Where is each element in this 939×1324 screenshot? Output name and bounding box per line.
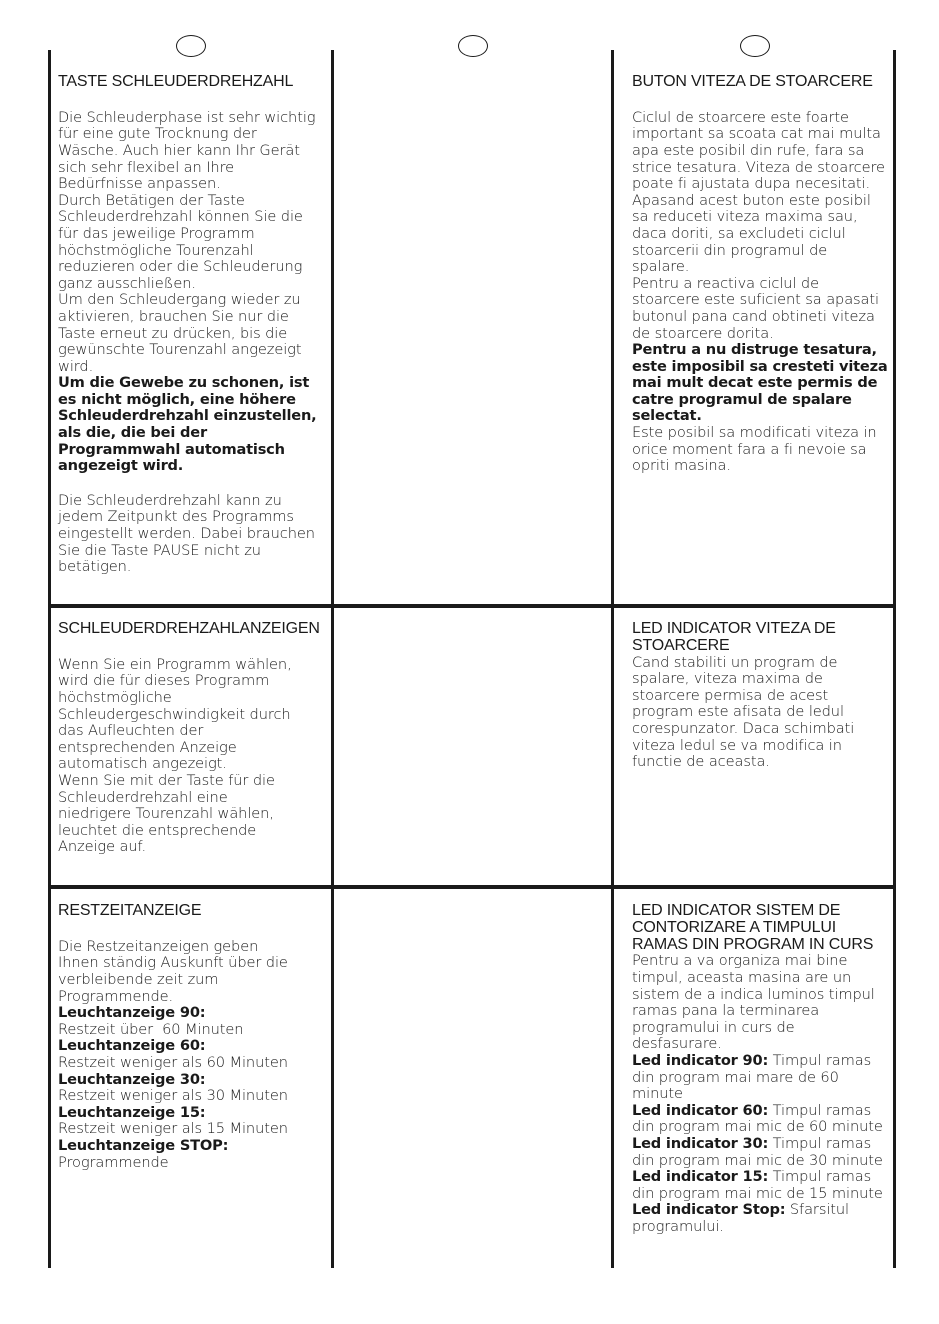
indicator-text: Timpul ramas din program mai mic de 30 minute [632, 1134, 883, 1169]
paragraph: Cand stabiliti un program de spalare, viteza maxima de stoarcere permisa de acest program este afisata de ledul corespunzator. Daca schimbati viteza ledul se va modifica in functie de aceasta. [632, 653, 855, 771]
indicator-item [632, 1202, 888, 1235]
indicator-text: Restzeit weniger als 30 Minuten [58, 1087, 288, 1105]
section-title: SCHLEUDERDREHZAHLANZEIGEN [58, 620, 320, 637]
language-marker-center [458, 35, 488, 57]
section-title: RESTZEITANZEIGE [58, 902, 202, 919]
indicator-item [632, 1103, 888, 1136]
paragraph: Die Schleuderdrehzahl kann zu jedem Zeitpunkt des Programms eingestellt werden. Dabei brauchen Sie die Taste PAUSE nicht zu betätigen. [58, 491, 315, 576]
section-spin-button-de [58, 74, 320, 576]
bold-warning: Pentru a nu distruge tesatura, este imposibil sa cresteti viteza mai mult decat este permis de catre programul de spalare selectat. [632, 341, 888, 425]
column-divider-center-left [331, 50, 334, 1268]
row-divider-1 [48, 604, 896, 608]
section-title: LED INDICATOR SISTEM DE CONTORIZARE A TIMPULUI RAMAS DIN PROGRAM IN CURS [632, 902, 874, 953]
column-divider-left [48, 50, 51, 1268]
indicator-label: Led indicator 15: [632, 1168, 769, 1186]
indicator-item [58, 1138, 326, 1171]
indicator-text: Restzeit weniger als 15 Minuten [58, 1120, 288, 1138]
indicator-item [632, 1169, 888, 1202]
paragraph: Apasand acest buton este posibil sa reduceti viteza maxima sau, daca doriti, sa excludeti ciclul stoarcerii din programul de spalare. [632, 191, 871, 276]
paragraph: Die Schleuderphase ist sehr wichtig für eine gute Trocknung der Wäsche. Auch hier kann Ihr Gerät sich sehr flexibel an Ihre Bedürfnisse anpassen. [58, 108, 316, 193]
indicator-text: Programmende [58, 1153, 169, 1171]
indicator-item [58, 1038, 326, 1071]
indicator-text: Timpul ramas din program mai mic de 15 minute [632, 1168, 883, 1202]
indicator-text: Restzeit weniger als 60 Minuten [58, 1053, 288, 1071]
section-spin-indicators-ro [632, 621, 888, 771]
paragraph: Wenn Sie ein Programm wählen, wird die für dieses Programm höchstmögliche Schleudergeschwindigkeit durch das Aufleuchten der entsprechenden Anzeige automatisch angezeigt. [58, 655, 292, 773]
language-marker-right [740, 35, 770, 57]
bold-warning: Um die Gewebe zu schonen, ist es nicht möglich, eine höhere Schleuderdrehzahl einzustellen, als die, die bei der Programmwahl automatisch angezeigt wird. [58, 374, 317, 475]
indicator-label: Led indicator 60: [632, 1101, 769, 1119]
paragraph: Durch Betätigen der Taste Schleuderdrehzahl können Sie die für das jeweilige Programm höchstmögliche Tourenzahl reduzieren oder die Schleuderung ganz ausschließen. [58, 191, 303, 292]
section-title: BUTON VITEZA DE STOARCERE [632, 73, 873, 90]
indicator-label: Leuchtanzeige 30: [58, 1070, 206, 1088]
paragraph: Pentru a reactiva ciclul de stoarcere este suficient sa apasati butonul pana cand obtineti viteza de stoarcere dorita. [632, 274, 879, 342]
indicator-text: Restzeit über 60 Minuten [58, 1020, 244, 1038]
paragraph: Pentru a va organiza mai bine timpul, aceasta masina are un sistem de a indica luminos timpul ramas pana la terminarea programului in curs de desfasurare. [632, 952, 875, 1053]
section-remaining-time-de [58, 903, 326, 1171]
column-divider-right [893, 50, 896, 1268]
section-spin-button-ro [632, 74, 888, 475]
indicator-item [58, 1072, 326, 1105]
paragraph: Ciclul de stoarcere este foarte important sa scoata cat mai multa apa este posibil din rufe, fara sa strice tesatura. Viteza de stoarcere poate fi ajustata dupa necesitati. [632, 108, 885, 193]
indicator-text: Timpul ramas din program mai mic de 60 minute [632, 1101, 883, 1136]
column-divider-center-right [611, 50, 614, 1268]
indicator-label: Leuchtanzeige 15: [58, 1103, 206, 1121]
indicator-text: Timpul ramas din program mai mare de 60 minute [632, 1051, 872, 1103]
indicator-item [58, 1105, 326, 1138]
paragraph: Die Restzeitanzeigen geben Ihnen ständig Auskunft über die verbleibende zeit zum Programmende. [58, 937, 288, 1005]
indicator-item [58, 1005, 326, 1038]
indicator-label: Led indicator 90: [632, 1051, 769, 1069]
indicator-label: Leuchtanzeige 90: [58, 1004, 206, 1022]
paragraph: Este posibil sa modificati viteza in orice moment fara a fi nevoie sa opriti masina. [632, 424, 877, 475]
indicator-label: Leuchtanzeige 60: [58, 1037, 206, 1055]
language-marker-left [176, 35, 206, 57]
indicator-text: Sfarsitul programului. [632, 1201, 850, 1235]
paragraph: Um den Schleudergang wieder zu aktivieren, brauchen Sie nur die Taste erneut zu drücken, bis die gewünschte Tourenzahl angezeigt wird. [58, 291, 302, 375]
indicator-label: Led indicator Stop: [632, 1201, 786, 1219]
section-title: LED INDICATOR VITEZA DE STOARCERE [632, 620, 836, 654]
indicator-label: Leuchtanzeige STOP: [58, 1136, 229, 1154]
section-title: TASTE SCHLEUDERDREHZAHL [58, 73, 294, 90]
indicator-label: Led indicator 30: [632, 1134, 769, 1152]
paragraph: Wenn Sie mit der Taste für die Schleuderdrehzahl eine niedrigere Tourenzahl wählen, leuchtet die entsprechende Anzeige auf. [58, 771, 275, 856]
indicator-item [632, 1136, 888, 1169]
row-divider-2 [48, 885, 896, 889]
indicator-item [632, 1053, 888, 1103]
section-remaining-time-ro [632, 903, 888, 1235]
section-spin-indicators-de [58, 620, 320, 856]
